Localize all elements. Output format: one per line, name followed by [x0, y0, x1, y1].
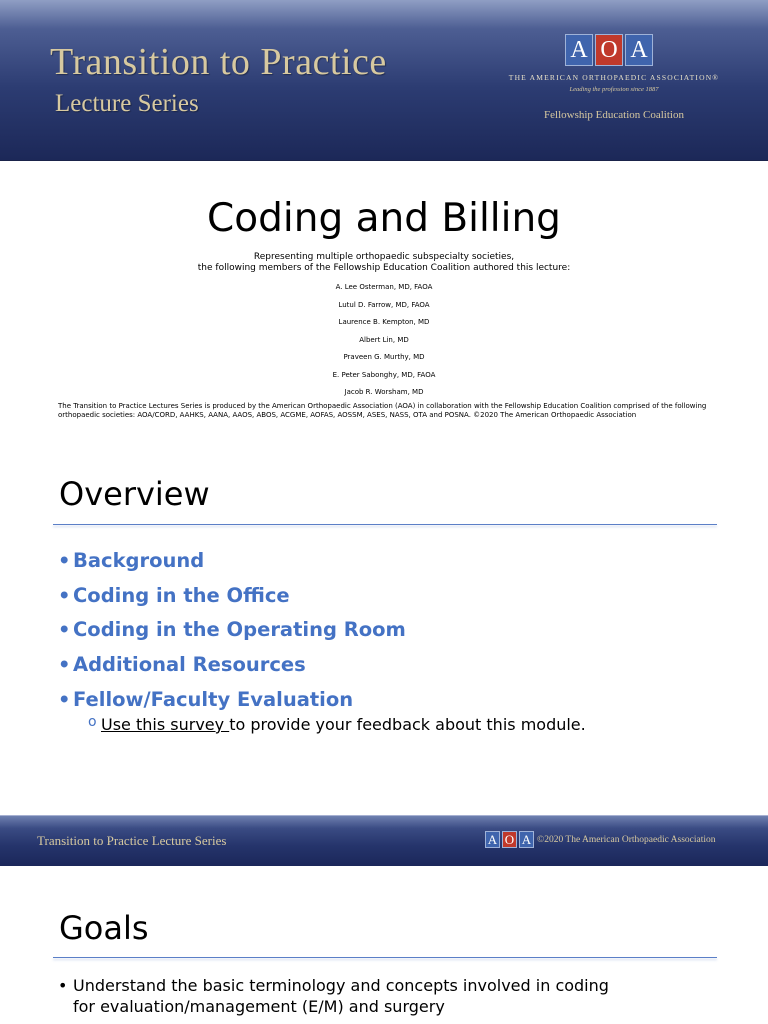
- goals-divider: [53, 957, 717, 958]
- overview-divider: [53, 524, 717, 525]
- author-item: Laurence B. Kempton, MD: [338, 318, 430, 326]
- aoa-logo: [565, 34, 653, 66]
- footer-logo-letter-1: A: [485, 831, 500, 848]
- footer-banner: [0, 815, 768, 866]
- circle-bullet-icon: o: [88, 714, 97, 730]
- survey-text: to provide your feedback about this module.: [229, 715, 586, 734]
- series-footnote: The Transition to Practice Lectures Series is produced by the American Orthopaedic Association (AOA) in collaboration with the Fellowship Education Coalition comprised of the following orthopaedic societies: AOA/CORD, AAHKS, AANA, AAOS, ABOS, ACGME, AOFAS, AOSSM, ASES, NASS, OTA and POSNA. ©2020 The American Orthopaedic Association: [58, 402, 707, 419]
- goals-list: [58, 975, 633, 1017]
- goals-item-text: Understand the basic terminology and concepts involved in coding for evaluation/management (E/M) and surgery: [73, 976, 609, 1016]
- aoa-logo-letter-2: O: [595, 34, 623, 66]
- overview-title: Overview: [59, 475, 210, 513]
- survey-link[interactable]: Use this survey: [101, 715, 230, 734]
- overview-item-coding-office: [58, 578, 406, 613]
- overview-item-background: [58, 543, 406, 578]
- footer-series-name: Transition to Practice Lecture Series: [37, 833, 227, 848]
- coalition-name: Fellowship Education Coalition: [544, 109, 684, 121]
- author-item: Lutul D. Farrow, MD, FAOA: [338, 300, 430, 309]
- overview-item-label: Coding in the Office: [73, 583, 290, 607]
- author-item: Praveen G. Murthy, MD: [343, 353, 425, 361]
- representing-line-2: the following members of the Fellowship Education Coalition authored this lecture:: [197, 263, 571, 273]
- overview-item-coding-or: [58, 613, 406, 648]
- survey-subitem: [88, 714, 586, 734]
- aoa-logo-letter-1: A: [565, 34, 593, 66]
- banner-subtitle: Lecture Series: [55, 90, 199, 117]
- bullet-icon: •: [58, 653, 71, 677]
- aoa-logo-letter-3: A: [625, 34, 653, 66]
- representing-text: [0, 252, 768, 274]
- overview-item-resources: [58, 647, 406, 682]
- goals-title: Goals: [59, 909, 149, 947]
- footer-aoa-logo: [485, 831, 534, 848]
- goals-item: [58, 975, 633, 1017]
- overview-item-label: Fellow/Faculty Evaluation: [73, 688, 354, 712]
- bullet-icon: •: [58, 688, 71, 712]
- representing-line-1: Representing multiple orthopaedic subspecialty societies,: [253, 252, 515, 262]
- overview-item-label: Coding in the Operating Room: [73, 618, 406, 642]
- bullet-icon: •: [58, 976, 68, 995]
- association-tagline: Leading the profession since 1887: [569, 86, 659, 93]
- bullet-icon: •: [58, 548, 71, 572]
- bullet-icon: •: [58, 618, 71, 642]
- author-item: E. Peter Sabonghy, MD, FAOA: [332, 370, 436, 379]
- overview-item-label: Additional Resources: [73, 653, 306, 677]
- author-item: Jacob R. Worsham, MD: [344, 388, 424, 396]
- bullet-icon: •: [58, 583, 71, 607]
- footer-copyright: ©2020 The American Orthopaedic Association: [537, 835, 716, 845]
- footer-logo-letter-2: O: [502, 831, 517, 848]
- association-name: THE AMERICAN ORTHOPAEDIC ASSOCIATION®: [508, 73, 720, 82]
- overview-list: [58, 543, 406, 717]
- banner-title: Transition to Practice: [50, 41, 387, 83]
- slide-title: Coding and Billing: [207, 196, 561, 241]
- overview-item-label: Background: [73, 548, 205, 572]
- title-banner: [0, 0, 768, 161]
- footer-logo-letter-3: A: [519, 831, 534, 848]
- author-item: A. Lee Osterman, MD, FAOA: [335, 283, 433, 291]
- overview-item-evaluation: [58, 682, 406, 717]
- author-item: Albert Lin, MD: [359, 335, 409, 344]
- author-list: [0, 281, 768, 404]
